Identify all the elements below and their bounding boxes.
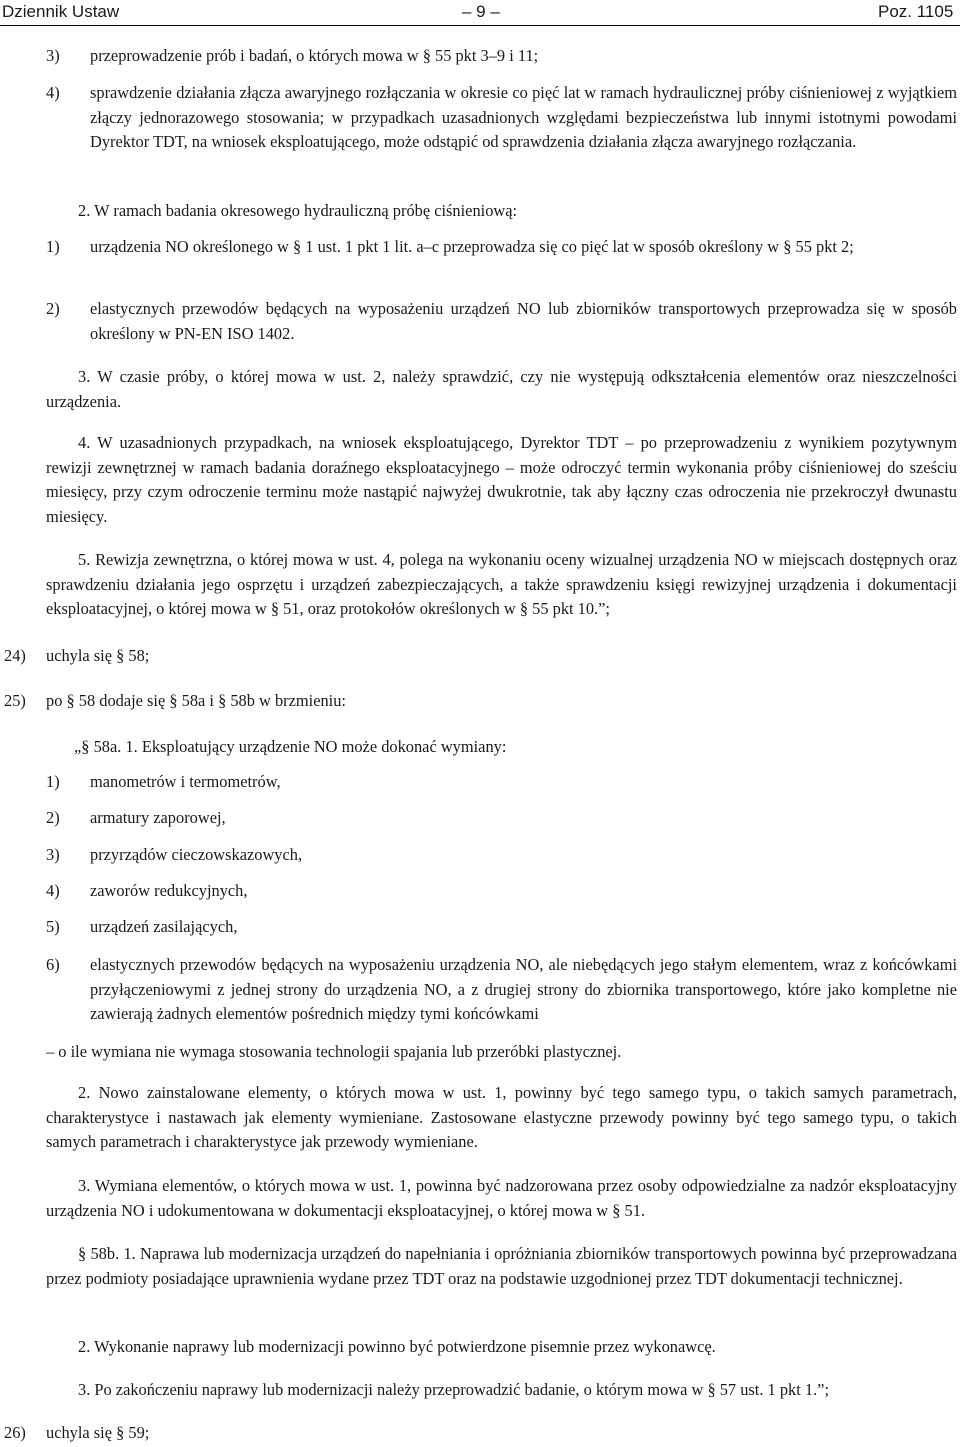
header-divider: [0, 25, 960, 26]
list-item-number: 6): [46, 955, 60, 974]
list-item-text: manometrów i termometrów,: [90, 772, 281, 791]
section-58a-intro: „§ 58a. 1. Eksploatujący urządzenie NO może dokonać wymiany:: [74, 737, 507, 756]
amendment-point-number: 26): [4, 1423, 26, 1442]
position-number: Poz. 1105: [878, 2, 954, 21]
paragraph-ust4: 4. W uzasadnionych przypadkach, na wniosek eksploatującego, Dyrektor TDT – po przeprowadzeniu z wynikiem pozytywnym rewizji zewnętrznej w ramach badania doraźnego eksploatacyjnego – może odroczyć termin wykonania próby ciśnieniowej do sześciu miesięcy, przy czym odroczenie terminu może nastąpić najwyżej dwukrotnie, tak aby łączny czas odroczenia nie przekroczył dwunastu miesięcy.: [46, 433, 957, 526]
section-58a-ust3: 3. Wymiana elementów, o których mowa w ust. 1, powinna być nadzorowana przez osoby odpowiedzialne za nadzór eksploatacyjny urządzenia NO i udokumentowana w dokumentacji eksploatacyjnej, o której mowa w § 51.: [46, 1176, 957, 1220]
journal-title: Dziennik Ustaw: [2, 2, 120, 21]
paragraph-ust5: 5. Rewizja zewnętrzna, o której mowa w ust. 4, polega na wykonaniu oceny wizualnej urządzenia NO w miejscach dostępnych oraz sprawdzeniu działania jego osprzętu i urządzeń zabezpieczających, a także sprawdzeniu księgi rewizyjnej urządzenia i dokumentacji eksploatacyjnej, o której mowa w § 51, oraz protokołów określonych w § 55 pkt 10.”;: [46, 550, 957, 618]
list-item-number: 5): [46, 917, 60, 936]
list-item-text: zaworów redukcyjnych,: [90, 881, 248, 900]
list-item-number: 4): [46, 83, 60, 102]
section-58a-ust2: 2. Nowo zainstalowane elementy, o których mowa w ust. 1, powinny być tego samego typu, o takich samych parametrach, charakterystyce i nastawach jak elementy wymieniane. Zastosowane elastyczne przewody powinny być tego samego typu, o takich samych parametrach i charakterystyce jak przewody wymieniane.: [46, 1083, 957, 1151]
section-58b-ust1: § 58b. 1. Naprawa lub modernizacja urządzeń do napełniania i opróżniania zbiorników transportowych powinna być przeprowadzana przez podmioty posiadające uprawnienia wydane przez TDT oraz na podstawie uzgodnionej przez TDT dokumentacji technicznej.: [46, 1244, 957, 1288]
amendment-point-number: 24): [4, 646, 26, 665]
amendment-point-text: po § 58 dodaje się § 58a i § 58b w brzmieniu:: [46, 691, 346, 710]
list-item-number: 2): [46, 299, 60, 318]
amendment-point-text: uchyla się § 58;: [46, 646, 150, 665]
list-item-text: przyrządów cieczowskazowych,: [90, 845, 303, 864]
list-item-text: sprawdzenie działania złącza awaryjnego rozłączania w okresie co pięć lat w ramach hydraulicznej próby ciśnieniowej z wyjątkiem złączy jednorazowego stosowania; w przypadkach uzasadnionych względami bezpieczeństwa lub innymi istotnymi powodami Dyrektor TDT, na wniosek eksploatującego, może odstąpić od sprawdzenia działania złącza awaryjnego rozłączania.: [90, 83, 957, 151]
list-item-number: 1): [46, 237, 60, 256]
list-item-text: urządzenia NO określonego w § 1 ust. 1 pkt 1 lit. a–c przeprowadza się co pięć lat w sposób określony w § 55 pkt 2;: [90, 237, 854, 256]
list-item-number: 2): [46, 808, 60, 827]
list-item-text: armatury zaporowej,: [90, 808, 226, 827]
list-item-text: urządzeń zasilających,: [90, 917, 238, 936]
paragraph-ust2-intro: 2. W ramach badania okresowego hydrauliczną próbę ciśnieniową:: [78, 201, 518, 220]
list-item-text: elastycznych przewodów będących na wyposażeniu urządzenia NO, ale niebędących jego stałym elementem, wraz z końcówkami przyłączeniowymi z jednej strony do urządzenia NO, a z drugiej strony do zbiornika transportowego, które jako kompletne nie zawierają żadnych elementów pośrednich między tymi końcówkami: [90, 955, 957, 1023]
list-item-number: 3): [46, 46, 60, 65]
list-item-number: 1): [46, 772, 60, 791]
amendment-point-text: uchyla się § 59;: [46, 1423, 150, 1442]
list-item-number: 3): [46, 845, 60, 864]
paragraph-ust3: 3. W czasie próby, o której mowa w ust. 2, należy sprawdzić, czy nie występują odkształcenia elementów oraz nieszczelności urządzenia.: [46, 367, 957, 411]
section-58a-closing: – o ile wymiana nie wymaga stosowania technologii spajania lub przeróbki plastycznej.: [46, 1042, 622, 1061]
page-number: – 9 –: [462, 2, 500, 21]
list-item-text: przeprowadzenie prób i badań, o których mowa w § 55 pkt 3–9 i 11;: [90, 46, 539, 65]
list-item-number: 4): [46, 881, 60, 900]
section-58b-ust2: 2. Wykonanie naprawy lub modernizacji powinno być potwierdzone pisemnie przez wykonawcę.: [78, 1337, 716, 1356]
section-58b-ust3: 3. Po zakończeniu naprawy lub modernizacji należy przeprowadzić badanie, o którym mowa w § 57 ust. 1 pkt 1.”;: [78, 1380, 829, 1399]
amendment-point-number: 25): [4, 691, 26, 710]
page-header: [0, 0, 960, 24]
list-item-text: elastycznych przewodów będących na wyposażeniu urządzeń NO lub zbiorników transportowych przeprowadza się w sposób określony w PN-EN ISO 1402.: [90, 299, 957, 343]
